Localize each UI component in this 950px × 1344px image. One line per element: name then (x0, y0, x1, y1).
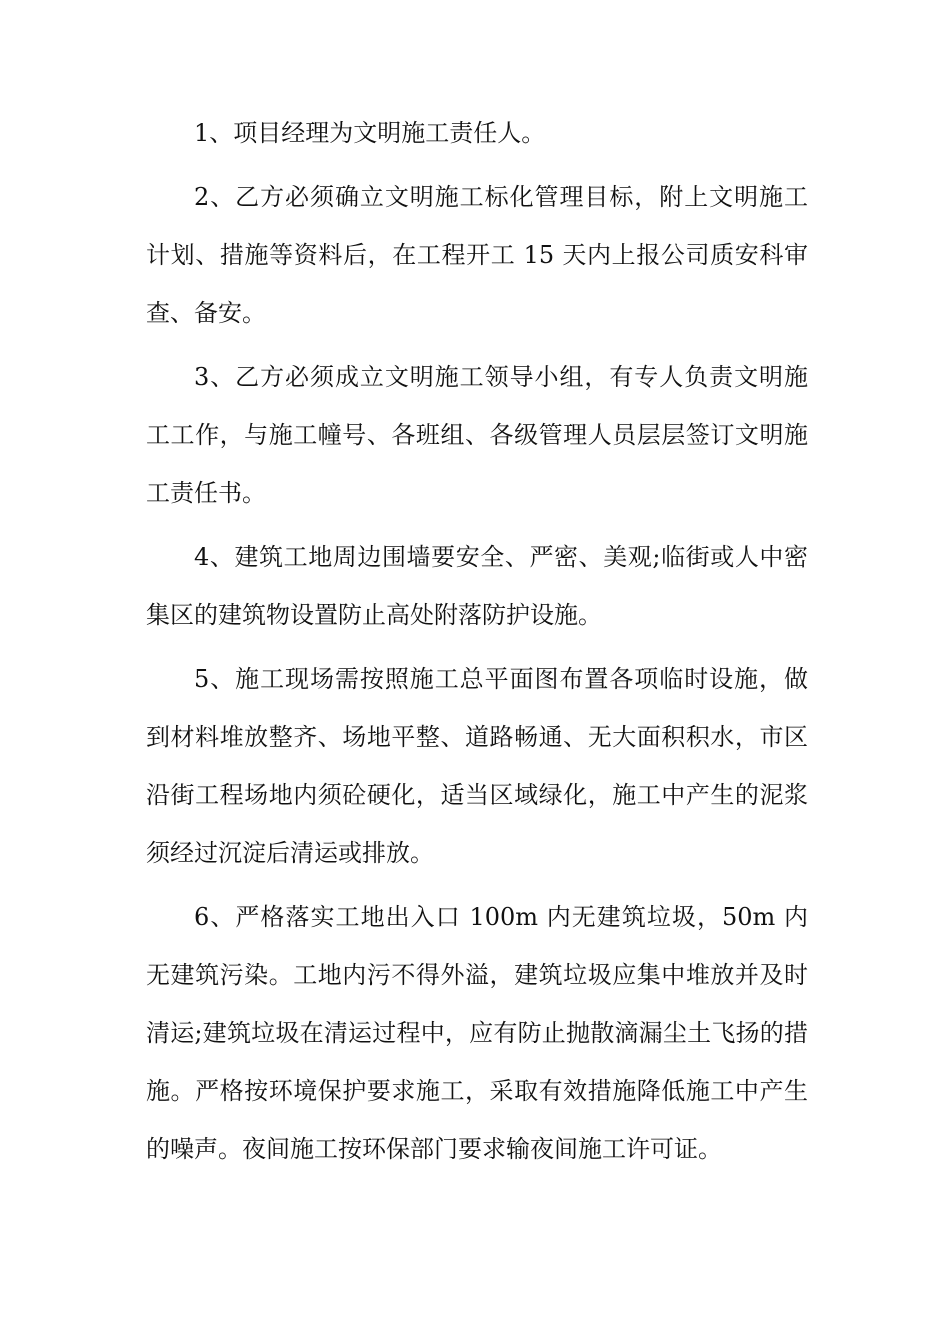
paragraph-1: 1、项目经理为文明施工责任人。 (194, 119, 546, 147)
paragraph-2: 2、乙方必须确立文明施工标化管理目标，附上文明施工计划、措施等资料后，在工程开工 15 天内上报公司质安科审查、备安。 (146, 183, 808, 327)
paragraph-5: 5、施工现场需按照施工总平面图布置各项临时设施，做到材料堆放整齐、场地平整、道路畅通、无大面积积水，市区沿街工程场地内须砼硬化，适当区域绿化，施工中产生的泥浆须经过沉淀后清运或排放。 (146, 665, 808, 867)
document-body (146, 104, 808, 1184)
paragraph-3: 3、乙方必须成立文明施工领导小组，有专人负责文明施工工作，与施工幢号、各班组、各级管理人员层层签订文明施工责任书。 (146, 363, 808, 507)
paragraph-6: 6、严格落实工地出入口 100m 内无建筑垃圾，50m 内无建筑污染。工地内污不得外溢，建筑垃圾应集中堆放并及时清运;建筑垃圾在清运过程中，应有防止抛散滴漏尘土飞扬的措施。严格按环境保护要求施工，采取有效措施降低施工中产生的噪声。夜间施工按环保部门要求输夜间施工许可证。 (146, 903, 808, 1163)
paragraph-4: 4、建筑工地周边围墙要安全、严密、美观;临街或人中密集区的建筑物设置防止高处附落防护设施。 (146, 543, 808, 629)
